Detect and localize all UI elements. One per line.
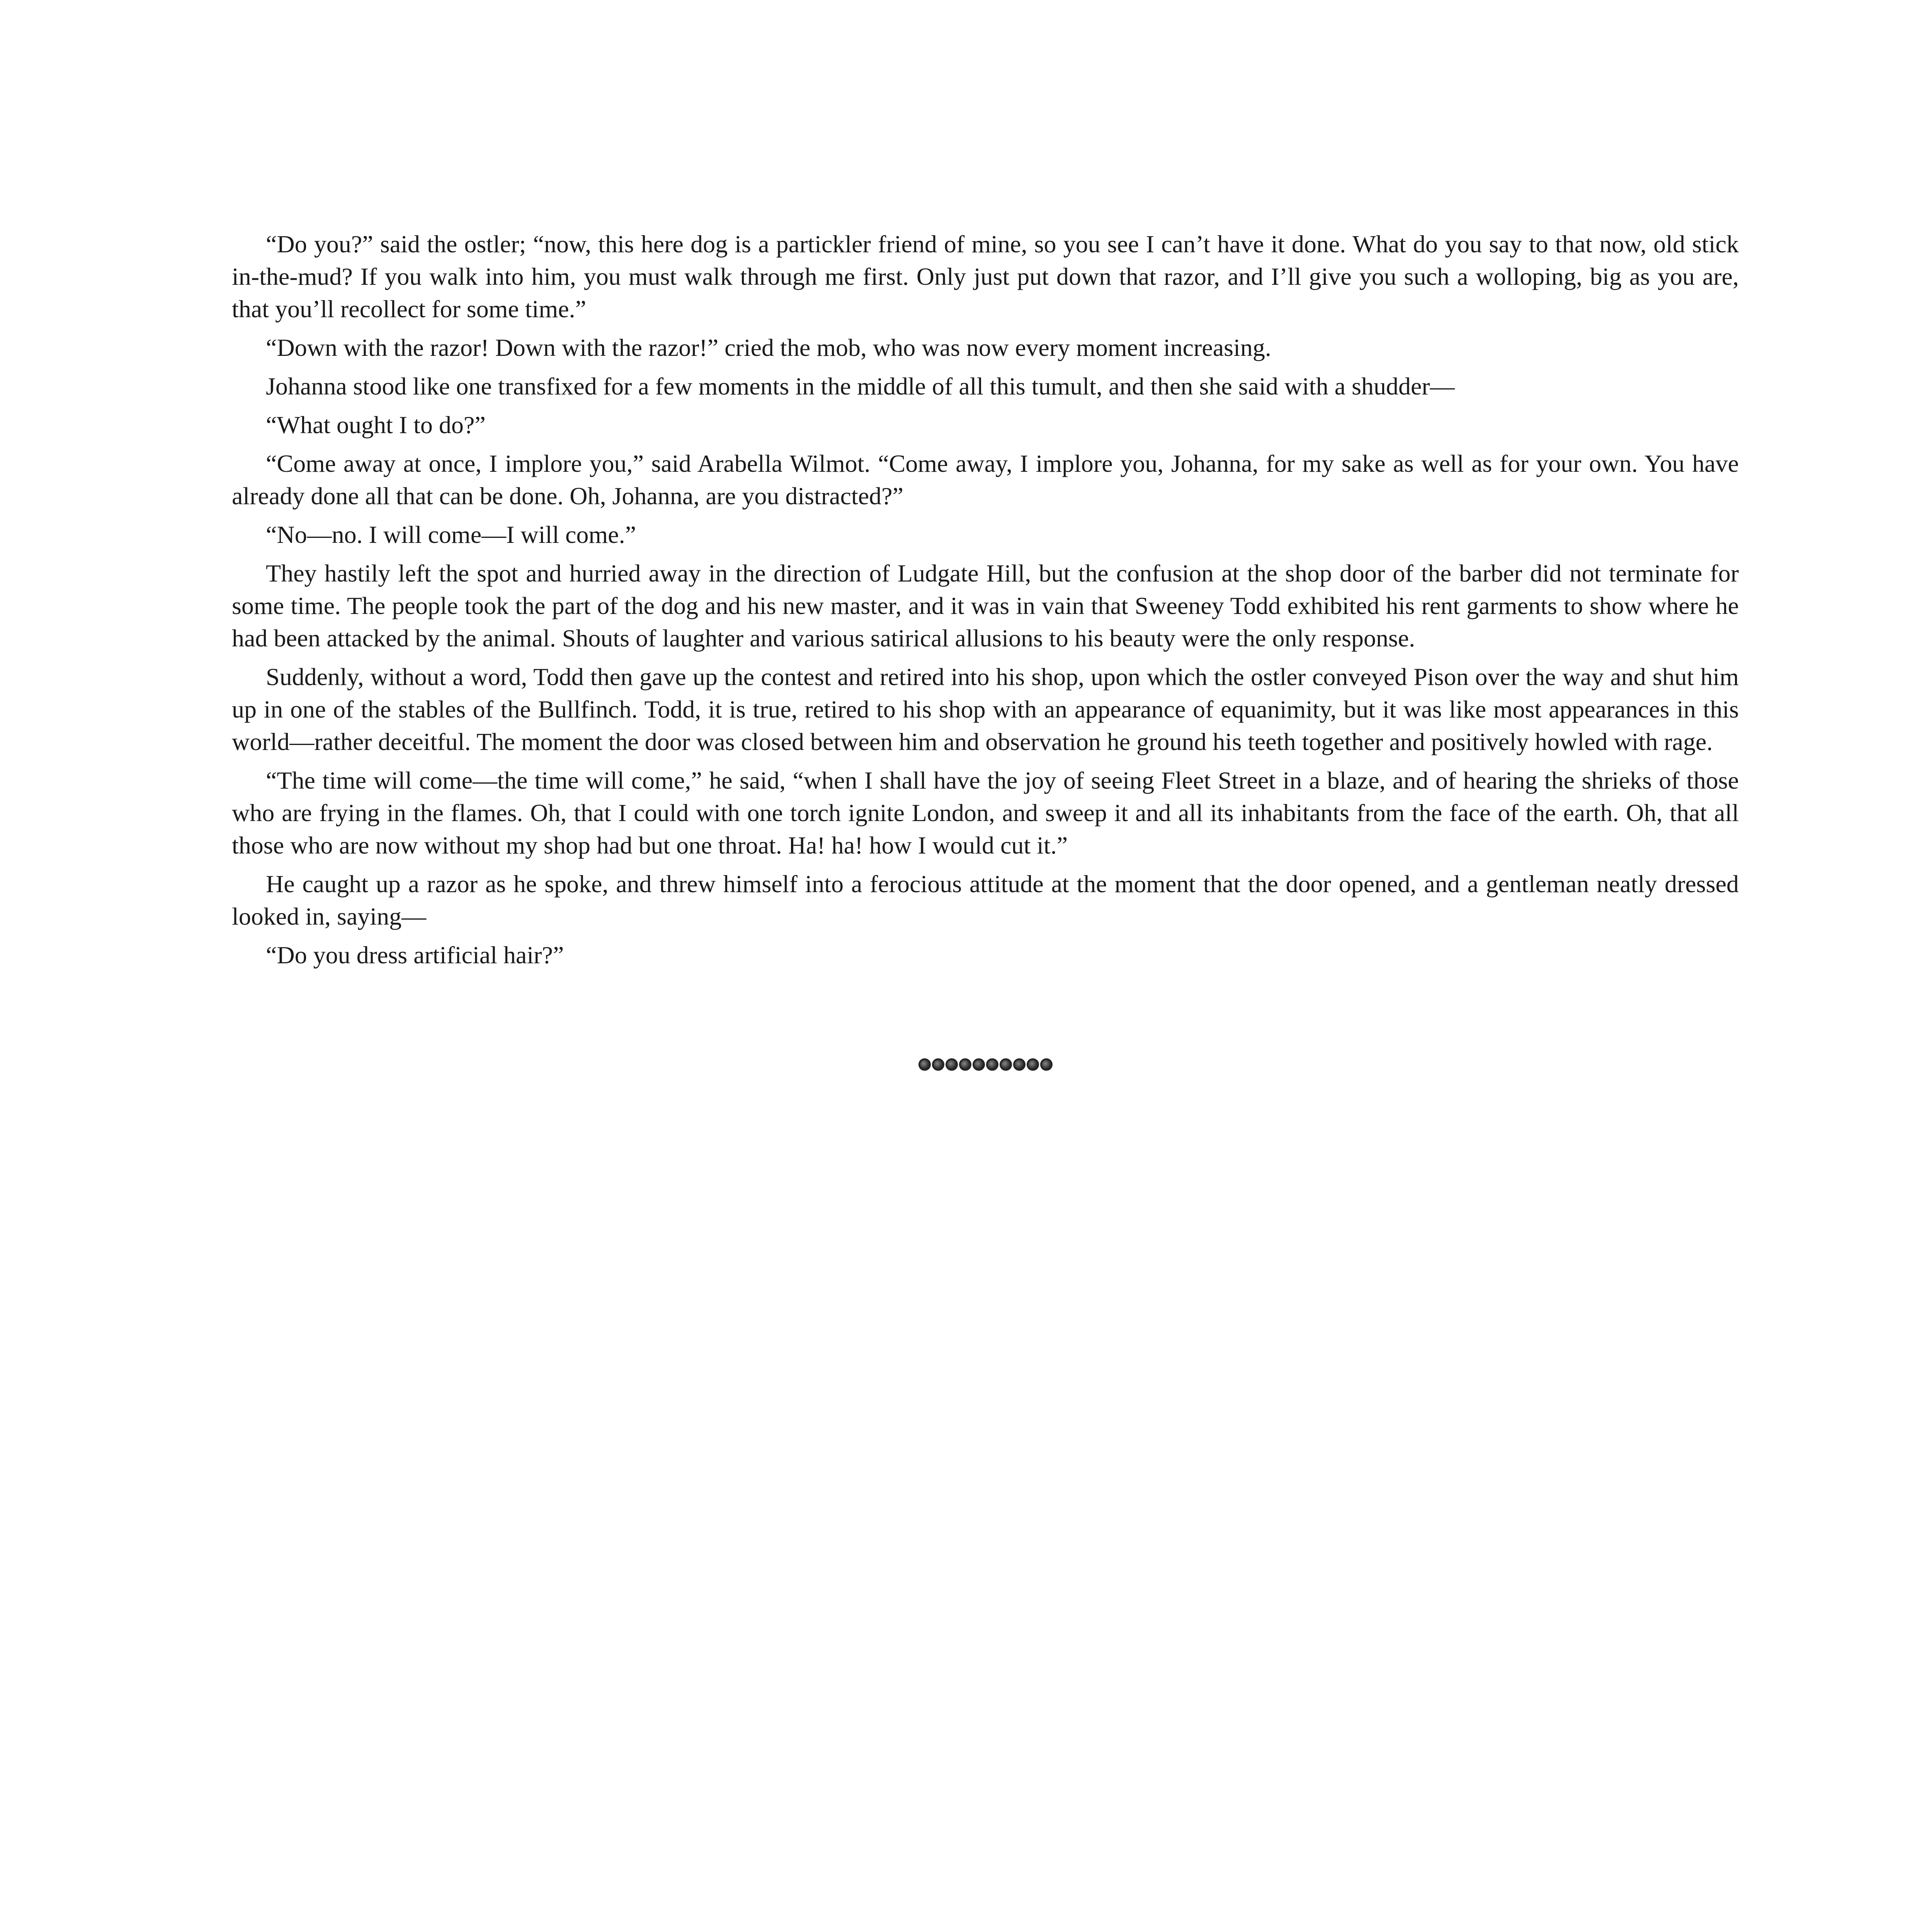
paragraph: “Down with the razor! Down with the razor!” cried the mob, who was now every moment increasing. [266, 334, 1271, 361]
paragraph: He caught up a razor as he spoke, and threw himself into a ferocious attitude at the moment that the door opened, and a gentleman neatly dressed looked in, saying— [232, 870, 1739, 930]
ornament-dot-icon [1000, 1058, 1012, 1071]
paragraph: They hastily left the spot and hurried away in the direction of Ludgate Hill, but the confusion at the shop door of the barber did not terminate for some time. The people took the part of the dog and his new master, and it was in vain that Sweeney Todd exhibited his rent garments to show where he had been attacked by the animal. Shouts of laughter and various satirical allusions to his beauty were the only response. [232, 560, 1739, 652]
ornament-dot-icon [986, 1058, 998, 1071]
paragraph: Suddenly, without a word, Todd then gave up the contest and retired into his shop, upon which the ostler conveyed Pison over the way and shut him up in one of the stables of the Bullfinch. Todd, it is true, retired to his shop with an appearance of equanimity, but it was like most appearances in this world—rather deceitful. The moment the door was closed between him and observation he ground his teeth together and positively howled with rage. [232, 663, 1739, 755]
paragraph: “Do you dress artificial hair?” [266, 941, 564, 969]
ornament-dot-icon [1040, 1058, 1053, 1071]
section-break-dots-ornament [908, 1057, 1063, 1072]
ornament-dot-icon [946, 1058, 958, 1071]
ornament-dot-icon [1027, 1058, 1039, 1071]
ornament-dot-icon [932, 1058, 944, 1071]
ornament-dot-icon [959, 1058, 971, 1071]
ornament-dot-icon [1013, 1058, 1026, 1071]
paragraph: Johanna stood like one transfixed for a few moments in the middle of all this tumult, and then she said with a shudder— [266, 372, 1455, 400]
ornament-dot-icon [973, 1058, 985, 1071]
paragraph: “Do you?” said the ostler; “now, this here dog is a partickler friend of mine, so you see I can’t have it done. What do you say to that now, old stick in-the-mud? If you walk into him, you must walk through me first. Only just put down that razor, and I’ll give you such a wolloping, big as you are, that you’ll recollect for some time.” [232, 230, 1739, 323]
paragraph: “No—no. I will come—I will come.” [266, 521, 636, 548]
paragraph: “What ought I to do?” [266, 411, 486, 439]
body-text [232, 228, 1739, 978]
paragraph: “Come away at once, I implore you,” said Arabella Wilmot. “Come away, I implore you, Johanna, for my sake as well as for your own. You have already done all that can be done. Oh, Johanna, are you distracted?” [232, 450, 1739, 510]
ornament-dot-icon [918, 1058, 931, 1071]
paragraph: “The time will come—the time will come,” he said, “when I shall have the joy of seeing Fleet Street in a blaze, and of hearing the shrieks of those who are frying in the flames. Oh, that I could with one torch ignite London, and sweep it and all its inhabitants from the face of the earth. Oh, that all those who are now without my shop had but one throat. Ha! ha! how I would cut it.” [232, 767, 1739, 859]
